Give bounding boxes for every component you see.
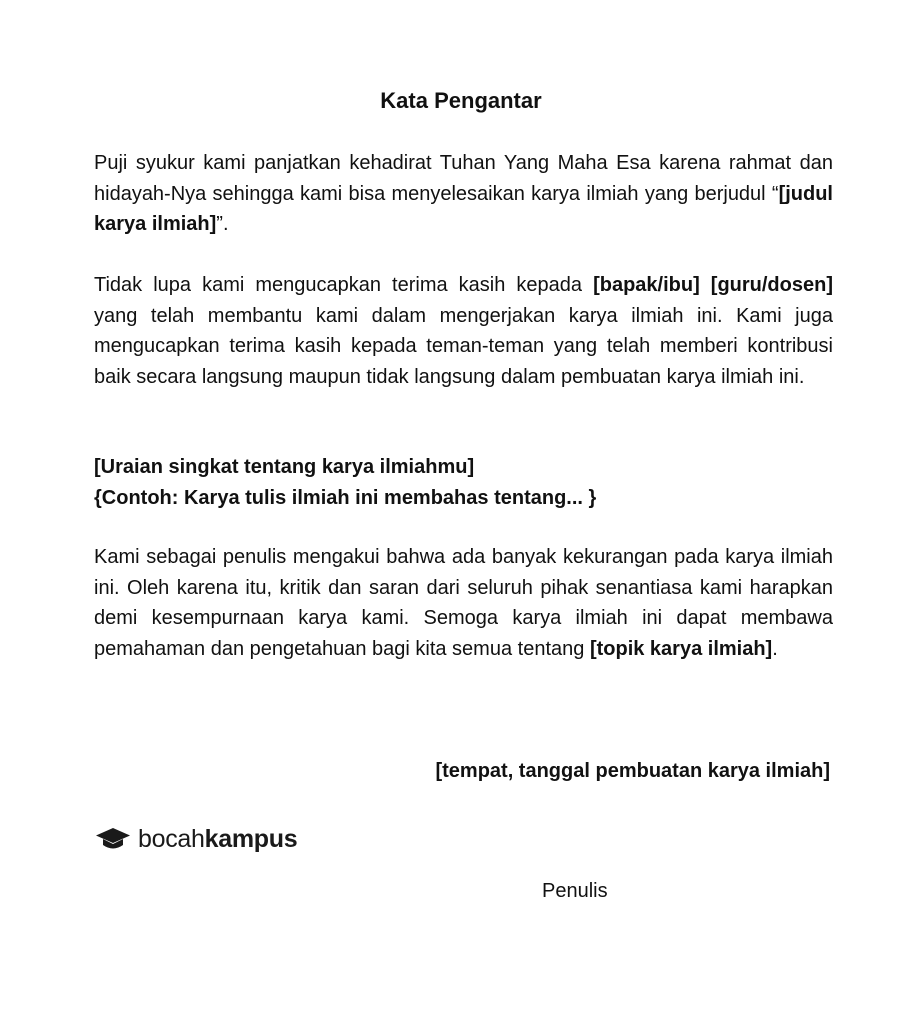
paragraph-thanks-start: Tidak lupa kami mengucapkan terima kasih kepada bbox=[94, 274, 594, 296]
paragraph-closing bbox=[94, 542, 833, 664]
logo-wordmark bbox=[138, 825, 297, 854]
placeholder-title: [judul karya ilmiah] bbox=[94, 182, 833, 235]
bocahkampus-logo bbox=[95, 822, 297, 856]
logo-text-bold: kampus bbox=[204, 824, 298, 853]
placeholder-teacher: [bapak/ibu] [guru/dosen] bbox=[593, 274, 833, 296]
summary-placeholder: [Uraian singkat tentang karya ilmiahmu] bbox=[94, 456, 475, 478]
paragraph-opening-text: Puji syukur kami panjatkan kehadirat Tuhan Yang Maha Esa karena rahmat dan hidayah-Nya sehingga kami bisa menyelesaikan karya ilmiah yang berjudul “ bbox=[94, 152, 833, 205]
paragraph-thanks-text: yang telah membantu kami dalam mengerjakan karya ilmiah ini. Kami juga mengucapkan terima kasih kepada teman-teman yang telah memberi kontribusi baik secara langsung maupun tidak langsung dalam pembuatan karya ilmiah ini. bbox=[94, 304, 833, 388]
paragraph-summary bbox=[94, 452, 833, 513]
place-date-placeholder: [tempat, tanggal pembuatan karya ilmiah] bbox=[435, 760, 830, 782]
page-title: Kata Pengantar bbox=[380, 88, 542, 113]
placeholder-topic: [topik karya ilmiah] bbox=[589, 637, 773, 660]
paragraph-opening-end: ”. bbox=[216, 213, 229, 235]
logo-text-light: bocah bbox=[138, 824, 205, 853]
paragraph-opening bbox=[94, 148, 833, 240]
summary-example: {Contoh: Karya tulis ilmiah ini membahas tentang... } bbox=[94, 486, 597, 509]
graduation-cap-icon bbox=[95, 826, 131, 852]
paragraph-thanks bbox=[94, 270, 833, 392]
paragraph-closing-text: Kami sebagai penulis mengakui bahwa ada banyak kekurangan pada karya ilmiah ini. Oleh karena itu, kritik dan saran dari seluruh pihak senantiasa kami harapkan demi kesempurnaan karya kami. Semoga karya ilmiah ini dapat membawa pemahaman dan pengetahuan bagi kita semua tentang bbox=[94, 546, 833, 660]
author-label: Penulis bbox=[542, 880, 608, 902]
paragraph-closing-end: . bbox=[772, 637, 778, 660]
